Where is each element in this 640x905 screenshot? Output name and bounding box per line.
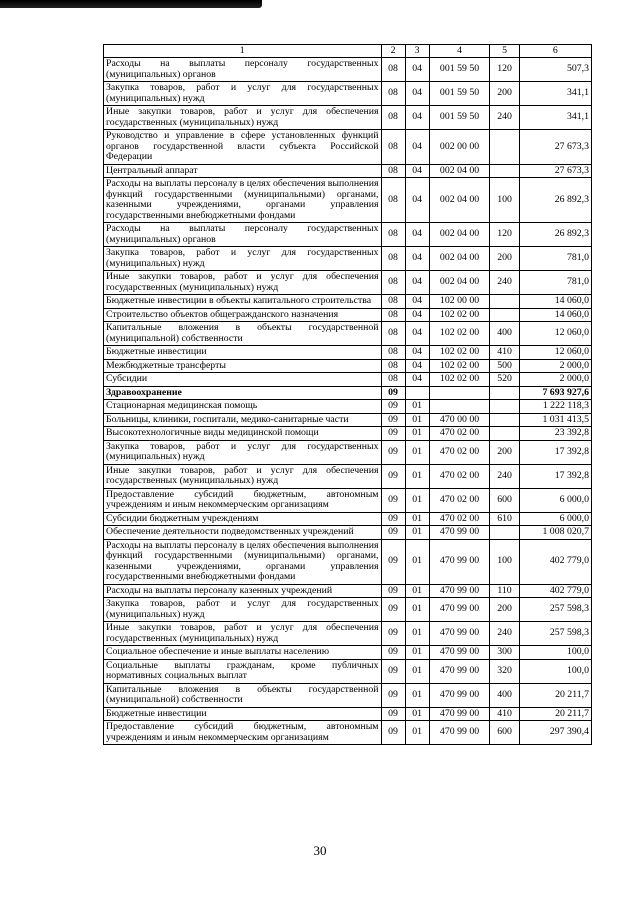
row-expense-type xyxy=(490,386,519,400)
row-expense-type xyxy=(490,400,519,414)
row-section: 08 xyxy=(381,295,405,309)
row-subsection: 04 xyxy=(405,130,429,165)
row-subsection: 01 xyxy=(405,598,429,622)
row-amount: 6 000,0 xyxy=(519,488,591,512)
row-name: Здравоохранение xyxy=(104,386,382,400)
table-row xyxy=(104,584,592,598)
header-col-3: 3 xyxy=(405,45,429,58)
table-row xyxy=(104,130,592,165)
row-target-article: 002 04 00 xyxy=(429,247,490,271)
row-expense-type: 100 xyxy=(490,178,519,223)
row-section: 08 xyxy=(381,271,405,295)
row-amount: 2 000,0 xyxy=(519,359,591,373)
row-subsection: 04 xyxy=(405,106,429,130)
row-target-article: 102 02 00 xyxy=(429,346,490,360)
row-amount: 1 008 020,7 xyxy=(519,526,591,540)
row-expense-type: 200 xyxy=(490,440,519,464)
table-row xyxy=(104,707,592,721)
row-name: Больницы, клиники, госпитали, медико-санитарные части xyxy=(104,413,382,427)
table-row xyxy=(104,223,592,247)
row-amount: 402 779,0 xyxy=(519,584,591,598)
row-expense-type xyxy=(490,164,519,178)
row-section: 08 xyxy=(381,322,405,346)
row-section: 08 xyxy=(381,346,405,360)
row-section: 09 xyxy=(381,598,405,622)
row-subsection: 04 xyxy=(405,178,429,223)
row-expense-type: 610 xyxy=(490,512,519,526)
row-subsection: 04 xyxy=(405,223,429,247)
row-target-article: 002 04 00 xyxy=(429,178,490,223)
row-amount: 17 392,8 xyxy=(519,440,591,464)
row-subsection: 01 xyxy=(405,512,429,526)
row-expense-type: 200 xyxy=(490,247,519,271)
row-name: Руководство и управление в сфере установленных функций органов государственной власти субъекта Российской Федерации xyxy=(104,130,382,165)
row-section: 08 xyxy=(381,308,405,322)
table-row xyxy=(104,512,592,526)
row-expense-type: 240 xyxy=(490,622,519,646)
row-section: 08 xyxy=(381,130,405,165)
row-expense-type: 400 xyxy=(490,322,519,346)
row-name: Закупка товаров, работ и услуг для государственных (муниципальных) нужд xyxy=(104,440,382,464)
row-section: 09 xyxy=(381,427,405,441)
row-name: Иные закупки товаров, работ и услуг для обеспечения государственных (муниципальных) нужд xyxy=(104,106,382,130)
row-expense-type: 120 xyxy=(490,223,519,247)
row-target-article: 470 99 00 xyxy=(429,526,490,540)
table-row xyxy=(104,386,592,400)
row-name: Закупка товаров, работ и услуг для государственных (муниципальных) нужд xyxy=(104,247,382,271)
row-section: 08 xyxy=(381,223,405,247)
table-row xyxy=(104,58,592,82)
row-name: Капитальные вложения в объекты государственной (муниципальной) собственности xyxy=(104,683,382,707)
row-target-article: 001 59 50 xyxy=(429,58,490,82)
row-target-article: 001 59 50 xyxy=(429,106,490,130)
table-row xyxy=(104,295,592,309)
row-name: Субсидии xyxy=(104,373,382,387)
header-col-2: 2 xyxy=(381,45,405,58)
row-amount: 341,1 xyxy=(519,106,591,130)
row-expense-type: 320 xyxy=(490,659,519,683)
row-name: Высокотехнологичные виды медицинской помощи xyxy=(104,427,382,441)
row-name: Закупка товаров, работ и услуг для государственных (муниципальных) нужд xyxy=(104,82,382,106)
row-name: Бюджетные инвестиции в объекты капитального строительства xyxy=(104,295,382,309)
row-expense-type xyxy=(490,413,519,427)
row-expense-type: 600 xyxy=(490,488,519,512)
row-name: Расходы на выплаты персоналу казенных учреждений xyxy=(104,584,382,598)
row-expense-type xyxy=(490,308,519,322)
row-subsection: 01 xyxy=(405,683,429,707)
table-row xyxy=(104,308,592,322)
row-section: 08 xyxy=(381,373,405,387)
row-section: 08 xyxy=(381,359,405,373)
row-expense-type: 240 xyxy=(490,464,519,488)
table-row xyxy=(104,346,592,360)
header-col-6: 6 xyxy=(519,45,591,58)
row-name: Бюджетные инвестиции xyxy=(104,707,382,721)
row-target-article: 002 00 00 xyxy=(429,130,490,165)
row-section: 09 xyxy=(381,413,405,427)
row-expense-type: 110 xyxy=(490,584,519,598)
row-name: Иные закупки товаров, работ и услуг для обеспечения государственных (муниципальных) нужд xyxy=(104,271,382,295)
row-subsection: 01 xyxy=(405,413,429,427)
table-row xyxy=(104,427,592,441)
row-expense-type: 300 xyxy=(490,646,519,660)
table-row xyxy=(104,400,592,414)
row-subsection: 04 xyxy=(405,308,429,322)
row-section: 09 xyxy=(381,526,405,540)
row-amount: 20 211,7 xyxy=(519,707,591,721)
row-subsection xyxy=(405,386,429,400)
row-target-article: 470 02 00 xyxy=(429,488,490,512)
row-expense-type: 600 xyxy=(490,721,519,745)
row-section: 08 xyxy=(381,164,405,178)
row-section: 09 xyxy=(381,659,405,683)
row-name: Обеспечение деятельности подведомственных учреждений xyxy=(104,526,382,540)
row-amount: 20 211,7 xyxy=(519,683,591,707)
row-target-article: 470 99 00 xyxy=(429,683,490,707)
row-name: Иные закупки товаров, работ и услуг для обеспечения государственных (муниципальных) нужд xyxy=(104,464,382,488)
row-section: 09 xyxy=(381,622,405,646)
row-subsection: 04 xyxy=(405,359,429,373)
row-amount: 14 060,0 xyxy=(519,295,591,309)
row-amount: 6 000,0 xyxy=(519,512,591,526)
row-subsection: 04 xyxy=(405,373,429,387)
row-target-article: 470 99 00 xyxy=(429,539,490,584)
row-amount: 27 673,3 xyxy=(519,130,591,165)
row-name: Центральный аппарат xyxy=(104,164,382,178)
table-header-row xyxy=(104,45,592,58)
row-amount: 1 031 413,5 xyxy=(519,413,591,427)
row-target-article: 470 99 00 xyxy=(429,584,490,598)
row-amount: 100,0 xyxy=(519,659,591,683)
table-row xyxy=(104,106,592,130)
row-target-article: 102 02 00 xyxy=(429,322,490,346)
row-amount: 257 598,3 xyxy=(519,598,591,622)
row-subsection: 01 xyxy=(405,659,429,683)
row-target-article xyxy=(429,386,490,400)
row-name: Субсидии бюджетным учреждениям xyxy=(104,512,382,526)
row-expense-type xyxy=(490,427,519,441)
row-expense-type: 520 xyxy=(490,373,519,387)
table-row xyxy=(104,598,592,622)
row-subsection: 04 xyxy=(405,322,429,346)
row-amount: 17 392,8 xyxy=(519,464,591,488)
row-amount: 26 892,3 xyxy=(519,178,591,223)
row-subsection: 04 xyxy=(405,164,429,178)
row-amount: 297 390,4 xyxy=(519,721,591,745)
row-target-article: 002 04 00 xyxy=(429,164,490,178)
row-subsection: 04 xyxy=(405,82,429,106)
row-name: Предоставление субсидий бюджетным, автономным учреждениям и иным некоммерческим организациям xyxy=(104,488,382,512)
row-target-article: 002 04 00 xyxy=(429,271,490,295)
row-subsection: 01 xyxy=(405,584,429,598)
row-target-article: 470 00 00 xyxy=(429,413,490,427)
row-section: 09 xyxy=(381,539,405,584)
row-section: 08 xyxy=(381,58,405,82)
scan-edge-mark xyxy=(0,0,262,8)
row-section: 09 xyxy=(381,400,405,414)
row-subsection: 01 xyxy=(405,427,429,441)
row-subsection: 04 xyxy=(405,247,429,271)
row-amount: 27 673,3 xyxy=(519,164,591,178)
row-expense-type xyxy=(490,526,519,540)
row-amount: 2 000,0 xyxy=(519,373,591,387)
row-amount: 507,3 xyxy=(519,58,591,82)
row-section: 09 xyxy=(381,646,405,660)
row-name: Капитальные вложения в объекты государственной (муниципальной) собственности xyxy=(104,322,382,346)
row-target-article: 001 59 50 xyxy=(429,82,490,106)
table-row xyxy=(104,464,592,488)
row-expense-type: 200 xyxy=(490,82,519,106)
row-section: 08 xyxy=(381,82,405,106)
table-body xyxy=(104,58,592,745)
row-expense-type: 410 xyxy=(490,707,519,721)
row-amount: 23 392,8 xyxy=(519,427,591,441)
header-col-1: 1 xyxy=(104,45,382,58)
row-target-article: 470 02 00 xyxy=(429,512,490,526)
table-row xyxy=(104,440,592,464)
row-expense-type: 410 xyxy=(490,346,519,360)
row-subsection: 01 xyxy=(405,622,429,646)
row-target-article: 470 02 00 xyxy=(429,427,490,441)
row-subsection: 01 xyxy=(405,646,429,660)
row-name: Предоставление субсидий бюджетным, автономным учреждениям и иным некоммерческим организациям xyxy=(104,721,382,745)
row-section: 09 xyxy=(381,721,405,745)
row-amount: 26 892,3 xyxy=(519,223,591,247)
table-row xyxy=(104,622,592,646)
table-row xyxy=(104,721,592,745)
row-target-article: 102 02 00 xyxy=(429,359,490,373)
row-target-article xyxy=(429,400,490,414)
table-row xyxy=(104,178,592,223)
row-subsection: 01 xyxy=(405,440,429,464)
row-amount: 781,0 xyxy=(519,271,591,295)
row-subsection: 01 xyxy=(405,539,429,584)
table-row xyxy=(104,247,592,271)
row-subsection: 04 xyxy=(405,58,429,82)
row-name: Бюджетные инвестиции xyxy=(104,346,382,360)
row-target-article: 470 99 00 xyxy=(429,659,490,683)
row-amount: 1 222 118,3 xyxy=(519,400,591,414)
row-amount: 402 779,0 xyxy=(519,539,591,584)
table-row xyxy=(104,488,592,512)
row-section: 09 xyxy=(381,584,405,598)
row-amount: 341,1 xyxy=(519,82,591,106)
row-amount: 257 598,3 xyxy=(519,622,591,646)
row-expense-type: 240 xyxy=(490,106,519,130)
row-target-article: 470 02 00 xyxy=(429,464,490,488)
row-target-article: 102 02 00 xyxy=(429,308,490,322)
row-section: 08 xyxy=(381,178,405,223)
table-row xyxy=(104,322,592,346)
row-expense-type: 240 xyxy=(490,271,519,295)
row-expense-type xyxy=(490,130,519,165)
row-amount: 12 060,0 xyxy=(519,346,591,360)
row-expense-type: 500 xyxy=(490,359,519,373)
row-target-article: 470 02 00 xyxy=(429,440,490,464)
row-section: 09 xyxy=(381,440,405,464)
row-target-article: 470 99 00 xyxy=(429,721,490,745)
row-name: Расходы на выплаты персоналу государственных (муниципальных) органов xyxy=(104,223,382,247)
row-subsection: 01 xyxy=(405,464,429,488)
row-subsection: 01 xyxy=(405,526,429,540)
page-number: 30 xyxy=(313,843,327,858)
row-amount: 14 060,0 xyxy=(519,308,591,322)
row-section: 09 xyxy=(381,386,405,400)
row-expense-type: 400 xyxy=(490,683,519,707)
table-row xyxy=(104,164,592,178)
row-name: Иные закупки товаров, работ и услуг для обеспечения государственных (муниципальных) нужд xyxy=(104,622,382,646)
table-row xyxy=(104,271,592,295)
table-row xyxy=(104,526,592,540)
row-section: 09 xyxy=(381,707,405,721)
row-amount: 7 693 927,6 xyxy=(519,386,591,400)
row-subsection: 01 xyxy=(405,488,429,512)
row-section: 09 xyxy=(381,488,405,512)
row-amount: 100,0 xyxy=(519,646,591,660)
row-name: Расходы на выплаты персоналу в целях обеспечения выполнения функций государственными (муниципальными) органами, казенными учреждениями, органами управления государственными внебюджетными фондами xyxy=(104,178,382,223)
row-section: 09 xyxy=(381,683,405,707)
row-section: 09 xyxy=(381,464,405,488)
row-section: 08 xyxy=(381,106,405,130)
row-target-article: 470 99 00 xyxy=(429,707,490,721)
row-amount: 12 060,0 xyxy=(519,322,591,346)
row-name: Закупка товаров, работ и услуг для государственных (муниципальных) нужд xyxy=(104,598,382,622)
row-expense-type: 100 xyxy=(490,539,519,584)
header-col-5: 5 xyxy=(490,45,519,58)
row-name: Строительство объектов общегражданского назначения xyxy=(104,308,382,322)
row-section: 08 xyxy=(381,247,405,271)
table-row xyxy=(104,359,592,373)
budget-table xyxy=(103,44,592,745)
table-row xyxy=(104,659,592,683)
row-expense-type: 120 xyxy=(490,58,519,82)
row-name: Стационарная медицинская помощь xyxy=(104,400,382,414)
row-target-article: 470 99 00 xyxy=(429,622,490,646)
row-subsection: 04 xyxy=(405,271,429,295)
row-name: Социальные выплаты гражданам, кроме публичных нормативных социальных выплат xyxy=(104,659,382,683)
header-col-4: 4 xyxy=(429,45,490,58)
row-name: Социальное обеспечение и иные выплаты населению xyxy=(104,646,382,660)
row-amount: 781,0 xyxy=(519,247,591,271)
row-target-article: 470 99 00 xyxy=(429,646,490,660)
row-subsection: 04 xyxy=(405,346,429,360)
table-row xyxy=(104,683,592,707)
row-section: 09 xyxy=(381,512,405,526)
row-expense-type: 200 xyxy=(490,598,519,622)
row-target-article: 002 04 00 xyxy=(429,223,490,247)
row-subsection: 01 xyxy=(405,400,429,414)
table-row xyxy=(104,82,592,106)
row-expense-type xyxy=(490,295,519,309)
table-row xyxy=(104,646,592,660)
table-row xyxy=(104,373,592,387)
row-name: Расходы на выплаты персоналу государственных (муниципальных) органов xyxy=(104,58,382,82)
row-name: Расходы на выплаты персоналу в целях обеспечения выполнения функций государственными (муниципальными) органами, казенными учреждениями, органами управления государственными внебюджетными фондами xyxy=(104,539,382,584)
table-row xyxy=(104,413,592,427)
row-subsection: 01 xyxy=(405,721,429,745)
row-subsection: 04 xyxy=(405,295,429,309)
row-target-article: 102 00 00 xyxy=(429,295,490,309)
row-subsection: 01 xyxy=(405,707,429,721)
table-row xyxy=(104,539,592,584)
row-target-article: 102 02 00 xyxy=(429,373,490,387)
row-target-article: 470 99 00 xyxy=(429,598,490,622)
row-name: Межбюджетные трансферты xyxy=(104,359,382,373)
